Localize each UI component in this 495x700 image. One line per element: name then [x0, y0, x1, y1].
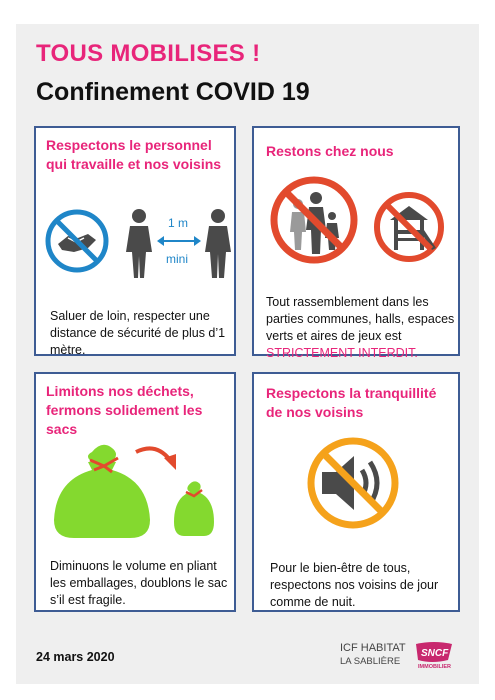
card-text-main: Tout rassemblement dans les parties communes, halls, espaces verts et aires de jeux est: [266, 295, 455, 343]
distance-min-label: mini: [166, 252, 189, 266]
brand-name: ICF HABITAT: [340, 642, 406, 654]
page-title: TOUS MOBILISES !: [36, 40, 261, 67]
person-icon: [124, 208, 154, 280]
card-text: Saluer de loin, respecter une distance de sécurité de plus d’1 mètre.: [50, 309, 226, 357]
page-subtitle: Confinement COVID 19: [36, 78, 310, 106]
card-title: Limitons nos déchets, fermons solidement les sacs: [46, 383, 203, 437]
distance-arrow-icon: [156, 234, 202, 248]
no-noise-icon: [304, 434, 402, 532]
card-title: Respectons le personnel qui travaille et nos voisins: [46, 137, 222, 172]
card-title: Restons chez nous: [266, 143, 394, 159]
card-text: [266, 294, 456, 362]
sncf-logo: [414, 640, 454, 670]
brand-logo: [340, 642, 406, 668]
no-gathering-icon: [268, 174, 360, 266]
card-stay-home: [252, 126, 460, 360]
date: 24 mars 2020: [36, 650, 115, 664]
distance-label: 1 m: [168, 216, 189, 230]
sncf-logo-sub: IMMOBILIER: [418, 664, 451, 670]
small-garbage-bag-icon: [172, 478, 216, 538]
card-title: Respectons la tranquillité de nos voisins: [266, 385, 437, 420]
card-respect-staff: [34, 126, 236, 356]
curved-arrow-icon: [134, 442, 180, 476]
no-handshake-icon: [44, 208, 110, 274]
no-playground-icon: [372, 190, 446, 264]
card-quiet-neighbors: [252, 372, 460, 612]
sncf-logo-text: SNCF: [421, 648, 449, 659]
card-text-highlight: STRICTEMENT INTERDIT.: [266, 346, 418, 360]
person-icon: [204, 208, 232, 280]
card-reduce-waste: [34, 372, 236, 612]
card-text: Diminuons le volume en pliant les emballages, doublons le sac s’il est fragile.: [50, 559, 228, 607]
card-text: Pour le bien-être de tous, respectons nos voisins de jour comme de nuit.: [270, 561, 439, 609]
brand-sub: LA SABLIÈRE: [340, 656, 401, 667]
